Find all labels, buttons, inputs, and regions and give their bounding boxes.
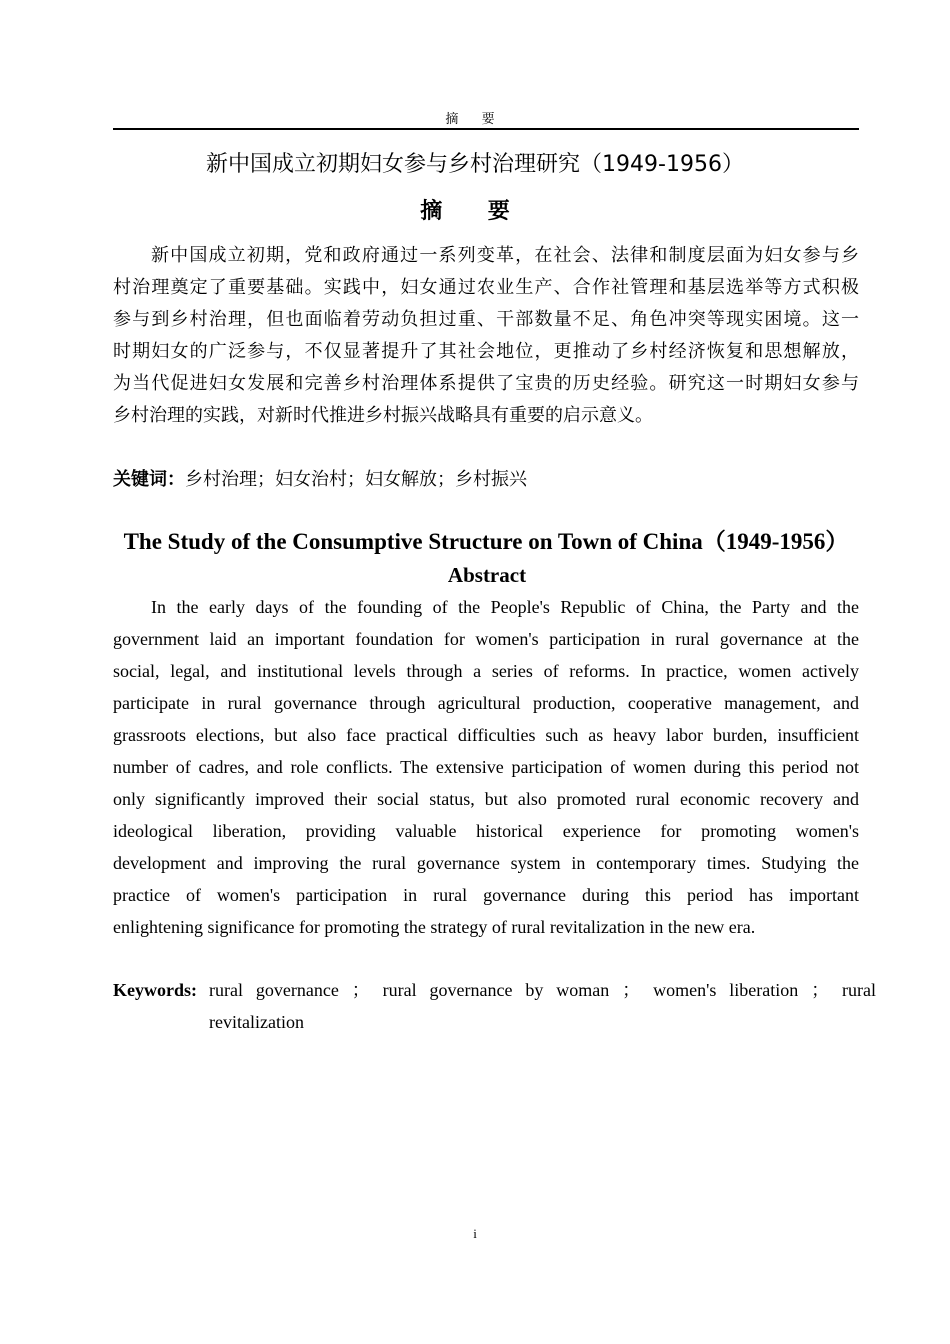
chinese-title: 新中国成立初期妇女参与乡村治理研究（1949-1956） <box>206 152 744 177</box>
english-abstract-line: ideological liberation, providing valuable historical experience for promoting women's <box>113 821 859 841</box>
english-abstract-line: In the early days of the founding of the People's Republic of China, the Party and the <box>151 597 859 617</box>
english-keywords-line: revitalization <box>209 1012 304 1032</box>
english-title: The Study of the Consumptive Structure on Town of China（1949-1956） <box>123 529 849 554</box>
english-abstract-line: social, legal, and institutional levels through a series of reforms. In practice, women actively <box>113 661 859 681</box>
english-abstract-line: only significantly improved their social status, but also promoted rural economic recovery and <box>113 789 859 809</box>
english-keywords-line: rural governance ； rural governance by woman ； women's liberation ； rural <box>209 980 876 1000</box>
chinese-abstract-line: 乡村治理的实践，对新时代推进乡村振兴战略具有重要的启示意义。 <box>113 405 653 425</box>
chinese-abstract-line: 时期妇女的广泛参与，不仅显著提升了其社会地位，更推动了乡村经济恢复和思想解放， <box>113 341 859 361</box>
english-abstract-line: grassroots elections, but also face practical difficulties such as heavy labor burden, insufficient <box>113 725 859 745</box>
chinese-abstract-heading: 摘 要 <box>420 198 530 223</box>
page-number: i <box>473 1226 477 1241</box>
chinese-abstract-line: 参与到乡村治理，但也面临着劳动负担过重、干部数量不足、角色冲突等现实困境。这一 <box>113 309 859 329</box>
english-abstract-line: participate in rural governance through agricultural production, cooperative management, and <box>113 693 859 713</box>
english-keywords-label: Keywords: <box>113 980 197 1000</box>
english-abstract-line: development and improving the rural governance system in contemporary times. Studying the <box>113 853 859 873</box>
chinese-keywords-label: 关键词： <box>113 469 185 489</box>
english-abstract-line: practice of women's participation in rural governance during this period has important <box>113 885 859 905</box>
chinese-abstract-line: 为当代促进妇女发展和完善乡村治理体系提供了宝贵的历史经验。研究这一时期妇女参与 <box>113 373 859 393</box>
english-abstract-line: enlightening significance for promoting the strategy of rural revitalization in the new era. <box>113 917 756 937</box>
chinese-abstract-line: 村治理奠定了重要基础。实践中，妇女通过农业生产、合作社管理和基层选举等方式积极 <box>113 277 859 297</box>
chinese-keywords-value: 乡村治理；妇女治村；妇女解放；乡村振兴 <box>185 469 527 489</box>
running-header: 摘 要 <box>445 111 505 126</box>
english-abstract-heading: Abstract <box>447 563 527 587</box>
chinese-abstract-line: 新中国成立初期，党和政府通过一系列变革，在社会、法律和制度层面为妇女参与乡 <box>151 245 859 265</box>
chinese-keywords <box>113 463 527 495</box>
english-abstract-line: number of cadres, and role conflicts. The extensive participation of women during this period not <box>113 757 859 777</box>
header-rule <box>113 128 859 130</box>
english-abstract-line: government laid an important foundation for women's participation in rural governance at the <box>113 629 859 649</box>
